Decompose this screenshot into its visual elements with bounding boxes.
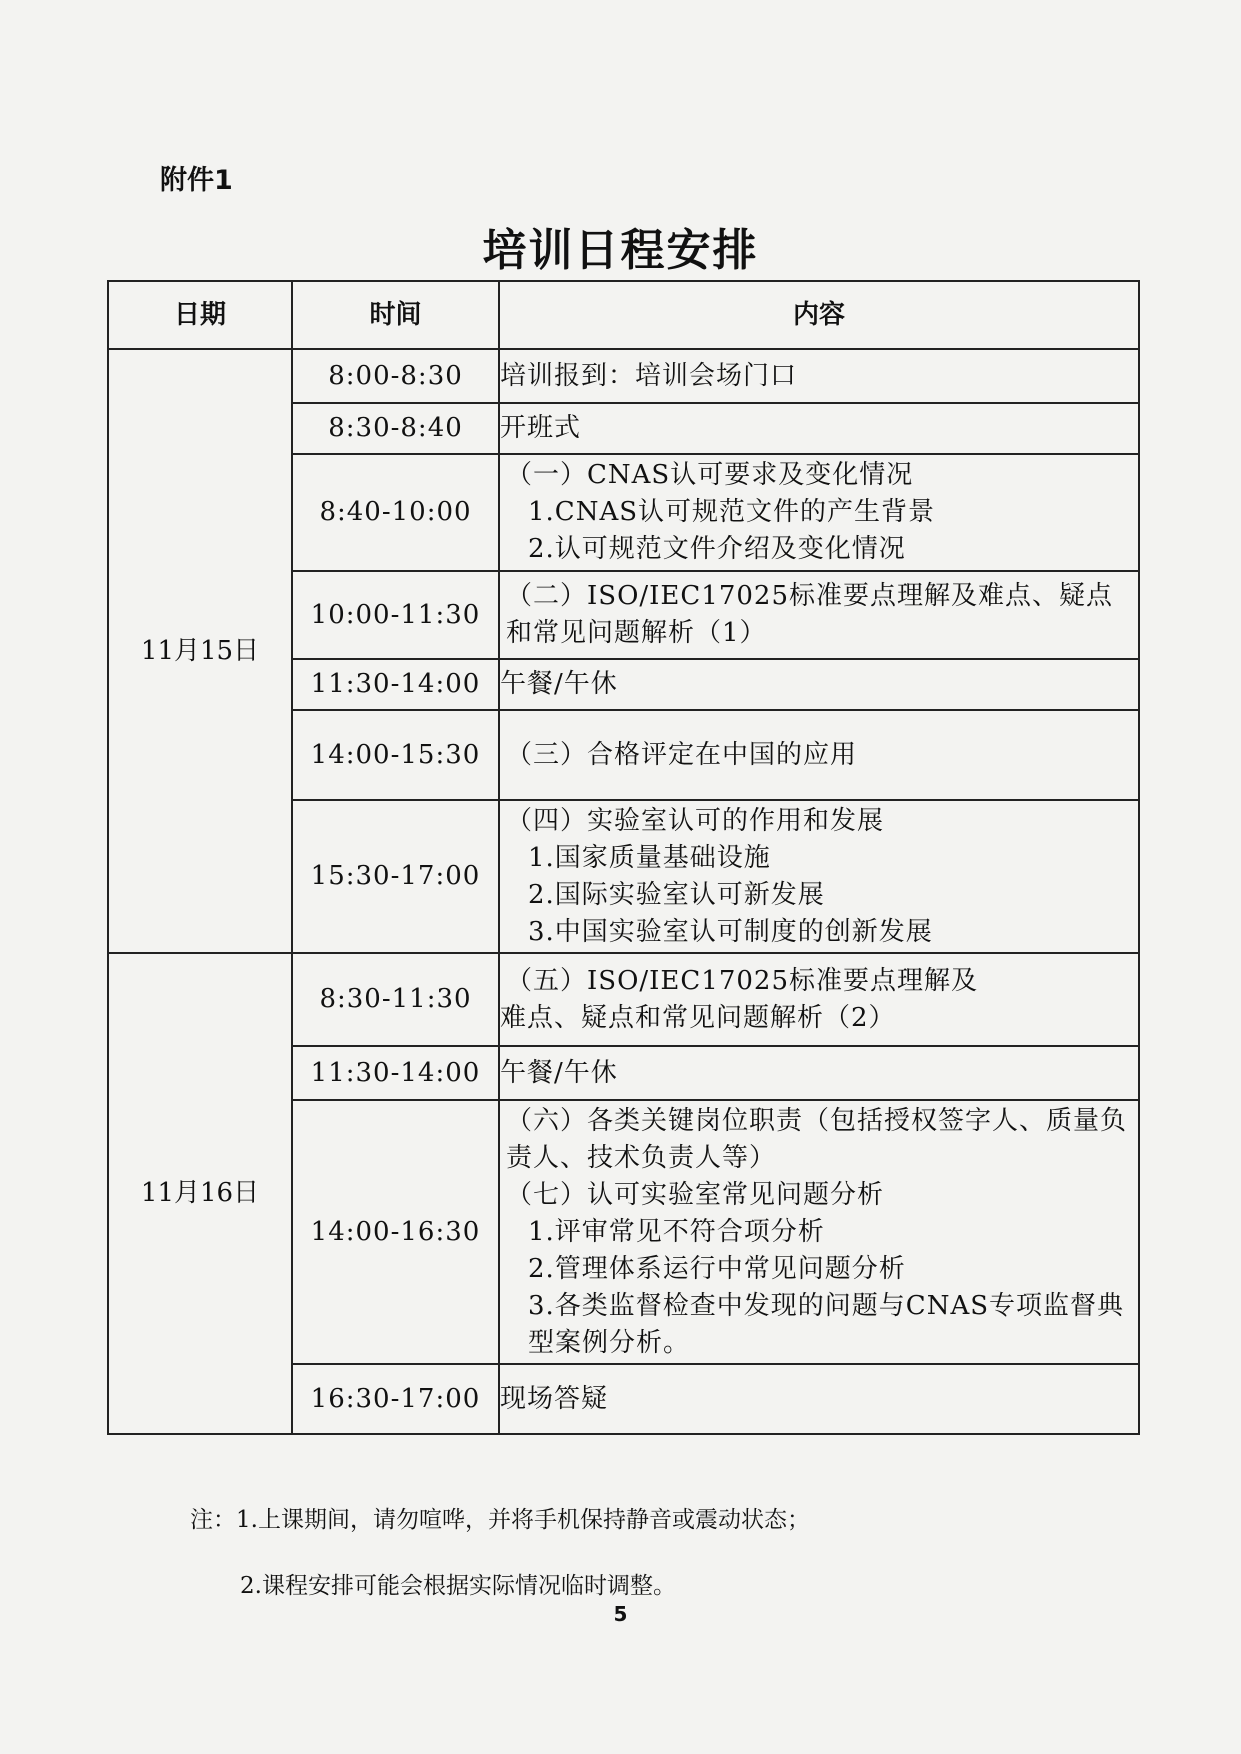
content-line: 2.国际实验室认可新发展 bbox=[528, 879, 825, 910]
content-cell bbox=[499, 953, 1139, 1046]
header-time: 时间 bbox=[292, 281, 499, 349]
table-header-row bbox=[108, 281, 1139, 349]
content-line: 1.评审常见不符合项分析 bbox=[528, 1216, 825, 1247]
time-cell: 8:30-8:40 bbox=[292, 403, 499, 454]
time-cell: 16:30-17:00 bbox=[292, 1364, 499, 1434]
content-line: 午餐/午休 bbox=[500, 1057, 618, 1088]
time-cell: 14:00-16:30 bbox=[292, 1100, 499, 1364]
content-line: 2.认可规范文件介绍及变化情况 bbox=[528, 534, 906, 564]
time-cell: 8:30-11:30 bbox=[292, 953, 499, 1046]
content-line: （三）合格评定在中国的应用 bbox=[506, 739, 858, 770]
content-line: （五）ISO/IEC17025标准要点理解及 bbox=[506, 965, 979, 996]
date-cell-day2: 11月16日 bbox=[108, 953, 292, 1434]
time-cell: 8:00-8:30 bbox=[292, 349, 499, 403]
content-cell bbox=[499, 403, 1139, 454]
time-cell: 8:40-10:00 bbox=[292, 454, 499, 571]
content-line: （一）CNAS认可要求及变化情况 bbox=[506, 460, 914, 490]
header-date: 日期 bbox=[108, 281, 292, 349]
content-cell bbox=[499, 800, 1139, 953]
time-cell: 10:00-11:30 bbox=[292, 571, 499, 659]
time-cell: 11:30-14:00 bbox=[292, 659, 499, 710]
content-line: 培训报到：培训会场门口 bbox=[500, 360, 798, 391]
content-line: 1.国家质量基础设施 bbox=[528, 842, 771, 873]
note-1: 注：1.上课期间，请勿喧哗，并将手机保持静音或震动状态； bbox=[190, 1507, 810, 1533]
page-number: 5 bbox=[613, 1602, 628, 1626]
content-line: 2.管理体系运行中常见问题分析 bbox=[528, 1253, 906, 1284]
schedule-table bbox=[107, 280, 1140, 1435]
content-line: （二）ISO/IEC17025标准要点理解及难点、疑点和常见问题解析（1） bbox=[506, 581, 1114, 648]
content-line: 现场答疑 bbox=[500, 1383, 609, 1414]
content-cell bbox=[499, 1100, 1139, 1364]
content-line: （七）认可实验室常见问题分析 bbox=[506, 1179, 885, 1210]
header-content: 内容 bbox=[499, 281, 1139, 349]
content-line: 1.CNAS认可规范文件的产生背景 bbox=[528, 497, 936, 527]
content-cell bbox=[499, 1046, 1139, 1100]
content-line: （六）各类关键岗位职责（包括授权签字人、质量负责人、技术负责人等） bbox=[506, 1105, 1128, 1173]
time-cell: 11:30-14:00 bbox=[292, 1046, 499, 1100]
content-line: 3.中国实验室认可制度的创新发展 bbox=[528, 916, 933, 947]
document-title: 培训日程安排 bbox=[482, 225, 759, 276]
time-cell: 14:00-15:30 bbox=[292, 710, 499, 800]
content-cell bbox=[499, 349, 1139, 403]
attachment-label: 附件1 bbox=[160, 165, 233, 196]
content-line: 开班式 bbox=[500, 413, 582, 443]
content-line: （四）实验室认可的作用和发展 bbox=[506, 805, 885, 836]
date-cell-day1: 11月15日 bbox=[108, 349, 292, 953]
content-line: 难点、疑点和常见问题解析（2） bbox=[500, 1002, 896, 1033]
time-cell: 15:30-17:00 bbox=[292, 800, 499, 953]
content-line: 午餐/午休 bbox=[500, 669, 618, 699]
notes-block bbox=[190, 1505, 810, 1535]
content-cell bbox=[499, 1364, 1139, 1434]
content-line: 3.各类监督检查中发现的问题与CNAS专项监督典型案例分析。 bbox=[528, 1290, 1125, 1358]
table-row bbox=[108, 349, 1139, 403]
content-cell bbox=[499, 710, 1139, 800]
content-cell bbox=[499, 571, 1139, 659]
note-2: 2.课程安排可能会根据实际情况临时调整。 bbox=[240, 1573, 676, 1599]
table-row bbox=[108, 953, 1139, 1046]
content-cell bbox=[499, 454, 1139, 571]
content-cell bbox=[499, 659, 1139, 710]
